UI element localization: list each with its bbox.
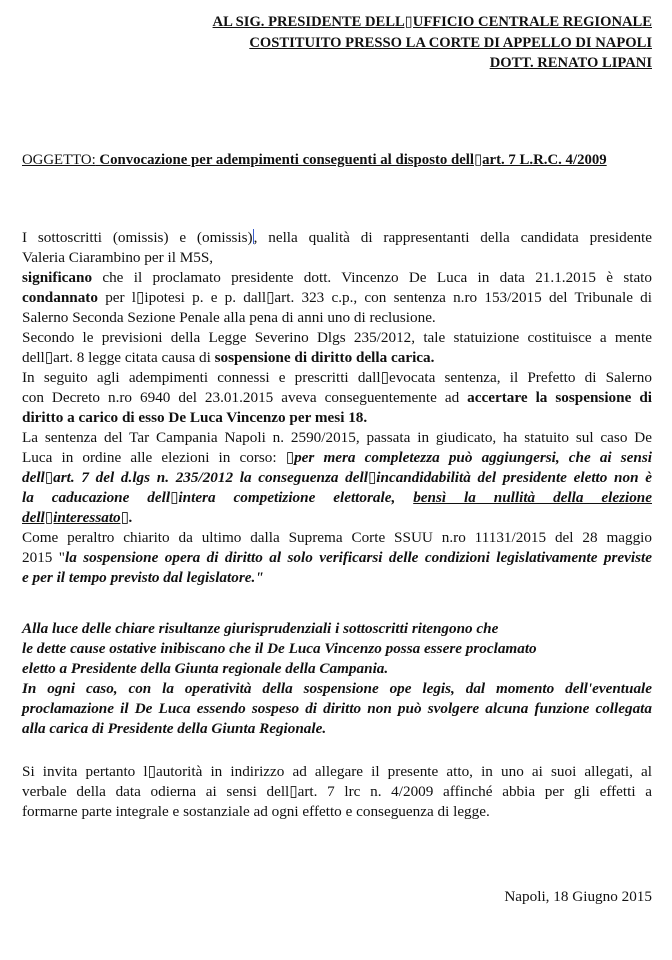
paragraph-conclusion: Alla luce delle chiare risultanze giurisprudenziali i sottoscritti ritengono che le dette cause ostative inibiscano che il De Luca Vincenzo possa essere proclamato eletto a Presidente della Giunta regionale della Campania. In ogni caso, con la operatività della sospensione ope legis, dal momento dell'eventuale proclamazione il De Luca essendo sospeso di diritto non può svolgere alcuna funzione collegata alla carica di Presidente della Giunta Regionale. [22, 620, 652, 737]
paragraph-intro [22, 228, 652, 268]
signature-date: Napoli, 18 Giugno 2015 [504, 888, 652, 905]
body-block-request [22, 762, 652, 822]
paragraph-tar: La sentenza del Tar Campania Napoli n. 2590/2015, passata in giudicato, ha statuito sul caso De Luca in ordine alle elezioni in corso: ▯per mera completezza può aggiungersi, che ai sensi dell▯art. 7 del d.lgs n. 235/2012 la conseguenza dell▯incandidabilità del presidente eletto non è la caducazione dell▯intera competizione elettorale, bensì la nullità della elezione dell▯interessato▯. [22, 429, 652, 526]
paragraph-prefetto: In seguito agli adempimenti connessi e prescritti dall▯evocata sentenza, il Prefetto di Salerno con Decreto n.ro 6940 del 23.01.2015 aveva conseguentemente ad accertare la sospensione di diritto a carico di esso De Luca Vincenzo per mesi 18. [22, 369, 652, 426]
paragraph-intro-line-2: Valeria Ciarambino per il M5S, [22, 249, 214, 266]
subject-line [22, 150, 607, 170]
paragraph-conviction: significano che il proclamato presidente dott. Vincenzo De Luca in data 21.1.2015 è stato condannato per l▯ipotesi p. e p. dall▯art. 323 c.p., con sentenza n.ro 153/2015 del Tribunale di Salerno Seconda Sezione Penale alla pena di anni uno di reclusione. [22, 269, 652, 326]
body-block-main [22, 228, 652, 588]
body-block-conclusion [22, 619, 652, 739]
paragraph-cassazione: Come peraltro chiarito da ultimo dalla Suprema Corte SSUU n.ro 11131/2015 del 28 maggio 2015 "la sospensione opera di diritto al solo verificarsi delle condizioni legislativamente previste e per il tempo previsto dal legislatore." [22, 529, 652, 586]
subject-text: Convocazione per adempimenti conseguenti al disposto dell▯art. 7 L.R.C. 4/2009 [95, 152, 607, 168]
paragraph-intro-line-1: I sottoscritti (omissis) e (omissis), nella qualità di rappresentanti della candidata presidente [22, 229, 652, 246]
subject-label: OGGETTO: [22, 152, 96, 168]
addressee-line-2: COSTITUITO PRESSO LA CORTE DI APPELLO DI NAPOLI [249, 34, 652, 51]
paragraph-severino: Secondo le previsioni della Legge Severino Dlgs 235/2012, tale statuizione costituisce a mente dell▯art. 8 legge citata causa di sospensione di diritto della carica. [22, 329, 652, 366]
addressee-line-1: AL SIG. PRESIDENTE DELL▯UFFICIO CENTRALE REGIONALE [212, 14, 652, 30]
addressee-line-3: DOTT. RENATO LIPANI [489, 55, 652, 71]
paragraph-request: Si invita pertanto l▯autorità in indirizzo ad allegare il presente atto, in uno ai suoi allegati, al verbale della data odierna ai sensi dell▯art. 7 lrc n. 4/2009 affinché abbia per gli effetti a formarne parte integrale e sostanziale ad ogni effetto e conseguenza di legge. [22, 763, 652, 820]
addressee-block [213, 12, 652, 74]
